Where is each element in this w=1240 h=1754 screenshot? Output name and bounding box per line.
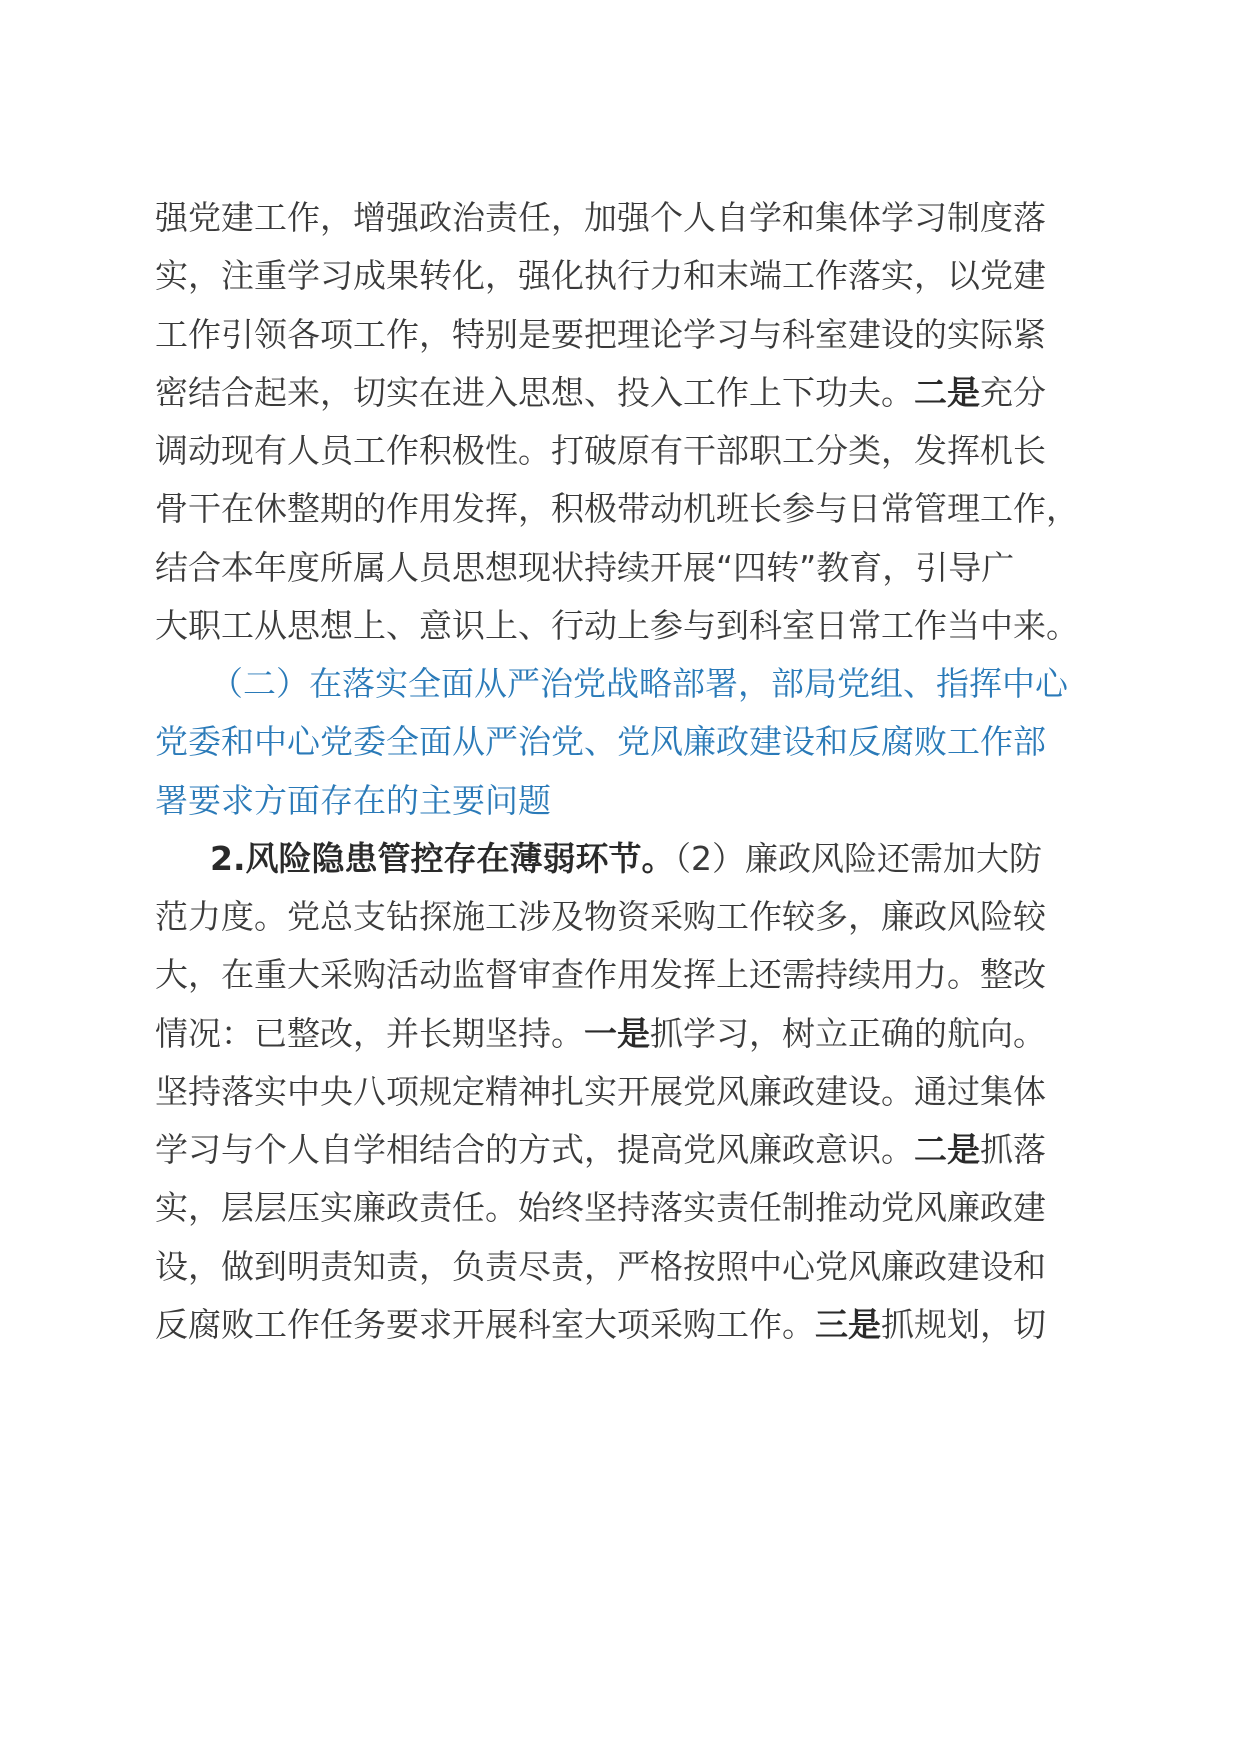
section-heading-line [210, 654, 1150, 714]
text-segment: 结合本年度所属人员思想现状持续开展“四转”教育，引导广 [155, 547, 1015, 587]
paragraph-line [155, 1004, 1095, 1064]
paragraph-line [155, 188, 1095, 248]
paragraph-line [155, 421, 1095, 481]
text-segment: 密结合起来，切实在进入思想、投入工作上下功夫。 [155, 372, 914, 412]
text-segment: 充分 [980, 372, 1046, 412]
paragraph-line [155, 1295, 1095, 1355]
section-heading-line [155, 771, 1095, 831]
text-segment: 抓落 [980, 1130, 1046, 1169]
text-segment: 大职工从思想上、意识上、行动上参与到科室日常工作当中来。 [155, 605, 1079, 645]
text-segment: 抓规划，切 [881, 1304, 1046, 1344]
paragraph-line [155, 1062, 1095, 1122]
text-segment: 署要求方面存在的主要问题 [155, 780, 551, 820]
text-segment: （二）在落实全面从严治党战略部署，部局党组、指挥中心 [210, 664, 1068, 703]
paragraph-line [210, 829, 1150, 889]
bold-text: 三是 [815, 1304, 881, 1344]
text-segment: 反腐败工作任务要求开展科室大项采购工作。 [155, 1304, 815, 1344]
paragraph-line [155, 246, 1095, 306]
paragraph-line [155, 1237, 1095, 1297]
text-segment: 大，在重大采购活动监督审查作用发挥上还需持续用力。整改 [155, 955, 1046, 995]
paragraph-line [155, 887, 1095, 947]
bold-text: 二是 [914, 1130, 980, 1169]
text-segment: （2）廉政风险还需加大防 [674, 838, 1042, 878]
text-segment: 强党建工作，增强政治责任，加强个人自学和集体学习制度落 [155, 198, 1046, 237]
paragraph-line [155, 305, 1095, 365]
text-segment: 调动现有人员工作积极性。打破原有干部职工分类，发挥机长 [155, 431, 1046, 470]
paragraph-line [155, 538, 1095, 598]
text-segment: 情况：已整改，并长期坚持。 [155, 1013, 584, 1053]
text-segment: 实，层层压实廉政责任。始终坚持落实责任制推动党风廉政建 [155, 1188, 1046, 1228]
text-segment: 党委和中心党委全面从严治党、党风廉政建设和反腐败工作部 [155, 722, 1046, 762]
bold-text: 二是 [914, 372, 980, 412]
paragraph-line [155, 596, 1095, 656]
bold-text: 一是 [584, 1013, 650, 1053]
text-segment: 范力度。党总支钻探施工涉及物资采购工作较多，廉政风险较 [155, 897, 1046, 936]
paragraph-line [155, 1120, 1095, 1180]
text-segment: 学习与个人自学相结合的方式，提高党风廉政意识。 [155, 1130, 914, 1169]
paragraph-line [155, 479, 1095, 539]
paragraph-line [155, 945, 1095, 1005]
text-segment: 坚持落实中央八项规定精神扎实开展党风廉政建设。通过集体 [155, 1071, 1046, 1111]
text-segment: 工作引领各项工作，特别是要把理论学习与科室建设的实际紧 [155, 314, 1046, 354]
bold-text: 2.风险隐患管控存在薄弱环节。 [210, 838, 675, 878]
text-segment: 设，做到明责知责，负责尽责，严格按照中心党风廉政建设和 [155, 1246, 1046, 1286]
paragraph-line [155, 1178, 1095, 1238]
text-segment: 骨干在休整期的作用发挥，积极带动机班长参与日常管理工作， [155, 489, 1079, 529]
paragraph-line [155, 363, 1095, 423]
text-segment: 实，注重学习成果转化，强化执行力和末端工作落实，以党建 [155, 256, 1046, 296]
section-heading-line [155, 712, 1095, 772]
text-segment: 抓学习，树立正确的航向。 [650, 1013, 1046, 1053]
